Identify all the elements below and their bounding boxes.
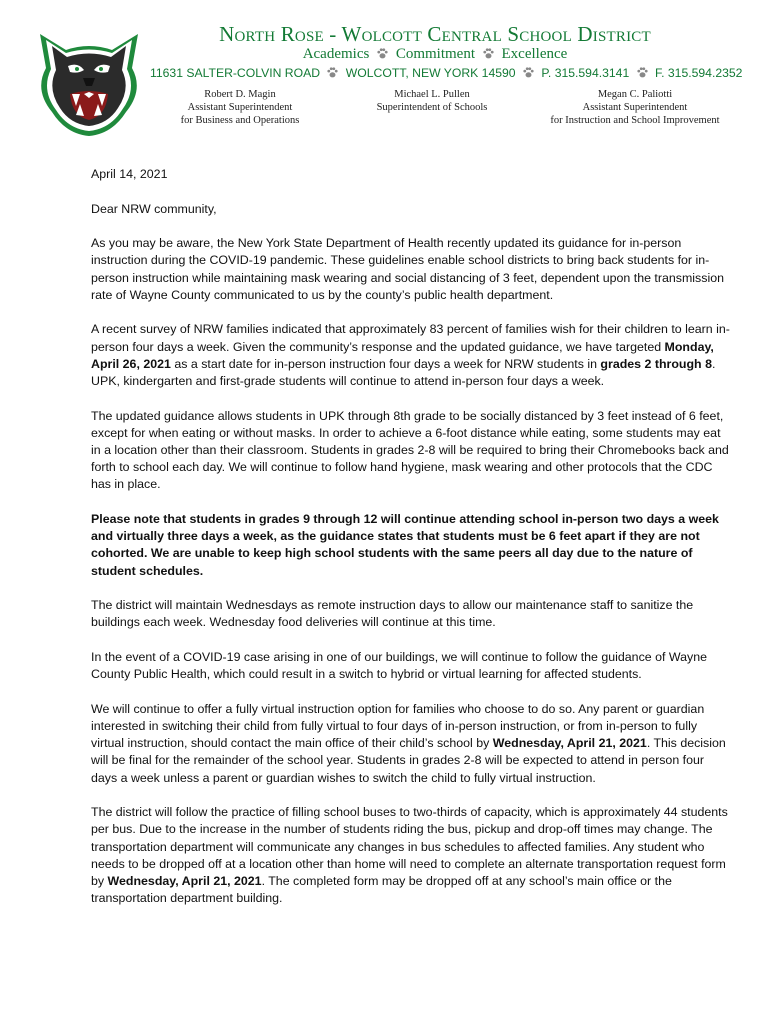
start-date: Monday, April 26, 2021 (91, 339, 714, 371)
motto-excellence: Excellence (501, 46, 568, 62)
staff-name: Megan C. Paliotti (597, 89, 673, 100)
staff-superintendent (352, 88, 512, 114)
paragraph-virtual-option: We will continue to offer a fully virtual instruction option for families who choose to do so. Any parent or guardian interested in switching their child from fully virtual to four days of in-person instruction, or from in-person to fully virtual instruction, should contact the main office of their child’s school by Wednesday, April 21, 2021. This decision will be final for the remainder of the school year. Students in grades 2-8 will be expected to attend in person four days a week unless a parent or guardian wishes to switch the child to fully virtual instruction. (91, 701, 726, 785)
paragraph-distancing: The updated guidance allows students in UPK through 8th grade to be socially distanced by 3 feet instead of 6 feet, except for when eating or without masks. In order to achieve a 6-foot distance while eating, some students may eat in a location other than their classroom. Students in grades 2-8 will be required to bring their Chromebooks back and forth to school each day. We will continue to follow hand hygiene, mask wearing and other protocols that the CDC has in place. (91, 408, 729, 492)
grade-range: grades 2 through 8 (600, 356, 712, 371)
paw-print-icon (376, 47, 389, 60)
paragraph-survey-start-date: A recent survey of NRW families indicated that approximately 83 percent of families wish for their children to learn in-person four days a week. Given the community’s response and the updated guidance, we have targeted Monday, April 26, 2021 as a start date for in-person instruction four days a week for NRW students in grades 2 through 8. UPK, kindergarten and first-grade students will continue to attend in-person four days a week. (91, 322, 730, 388)
staff-title-detail: for Instruction and School Improvement (550, 115, 720, 126)
city-state-zip: WOLCOTT, NEW YORK 14590 (345, 66, 516, 80)
paw-print-icon (482, 47, 495, 60)
staff-business-operations (160, 88, 320, 127)
fax-number: F. 315.594.2352 (655, 66, 743, 80)
district-motto (150, 46, 720, 63)
district-address (150, 66, 743, 80)
panther-head-icon (28, 20, 150, 140)
paw-print-icon (326, 66, 339, 79)
staff-title: Superintendent of Schools (376, 102, 488, 113)
staff-name: Michael L. Pullen (394, 89, 470, 100)
paw-print-icon (522, 66, 535, 79)
staff-title: Assistant Superintendent (582, 102, 688, 113)
paw-print-icon (636, 66, 649, 79)
district-name: North Rose - Wolcott Central School District (219, 22, 651, 46)
paragraph-covid-case: In the event of a COVID-19 case arising in one of our buildings, we will continue to follow the guidance of Wayne County Public Health, which could result in a switch to hybrid or virtual learning for affected students. (91, 650, 707, 682)
paragraph-wednesdays: The district will maintain Wednesdays as remote instruction days to allow our maintenance staff to sanitize the buildings each week. Wednesday food deliveries will continue at this time. (91, 598, 694, 630)
motto-commitment: Commitment (395, 46, 475, 62)
motto-academics: Academics (302, 46, 370, 62)
staff-name: Robert D. Magin (204, 89, 276, 100)
phone-number: P. 315.594.3141 (541, 66, 630, 80)
letter-date: April 14, 2021 (91, 167, 168, 181)
letter-body (91, 166, 731, 925)
staff-title: Assistant Superintendent (187, 102, 293, 113)
paragraph-transportation: The district will follow the practice of filling school buses to two-thirds of capacity, which is approximately 44 students per bus. Due to the increase in the number of students riding the bus, pickup and drop-off times may change. The transportation department will communicate any changes in bus schedules to affected families. Any student who needs to be dropped off at a location other than home will need to complete an alternate transportation request form by Wednesday, April 21, 2021. The completed form may be dropped off at any school’s main office or the transportation department building. (91, 805, 728, 906)
paragraph-high-school-note: Please note that students in grades 9 through 12 will continue attending school in-person two days a week and virtually three days a week, as the guidance states that students must be 6 feet apart if they are not cohorted. We are unable to keep high school students with the same peers all day due to the nature of student schedules. (91, 512, 719, 578)
letter-greeting: Dear NRW community, (91, 201, 217, 216)
paragraph-guidance-update: As you may be aware, the New York State Department of Health recently updated its guidance for in-person instruction during the COVID-19 pandemic. These guidelines enable school districts to bring back students for in-person instruction while maintaining mask wearing and social distancing of 3 feet, dependent upon the transmission rate of Wayne County communicated to us by the county’s public health department. (91, 236, 724, 302)
deadline-date: Wednesday, April 21, 2021 (107, 874, 262, 889)
street-address: 11631 SALTER-COLVIN ROAD (150, 66, 321, 80)
staff-instruction-improvement (528, 88, 742, 127)
staff-title-detail: for Business and Operations (180, 115, 300, 126)
deadline-date: Wednesday, April 21, 2021 (492, 736, 647, 751)
